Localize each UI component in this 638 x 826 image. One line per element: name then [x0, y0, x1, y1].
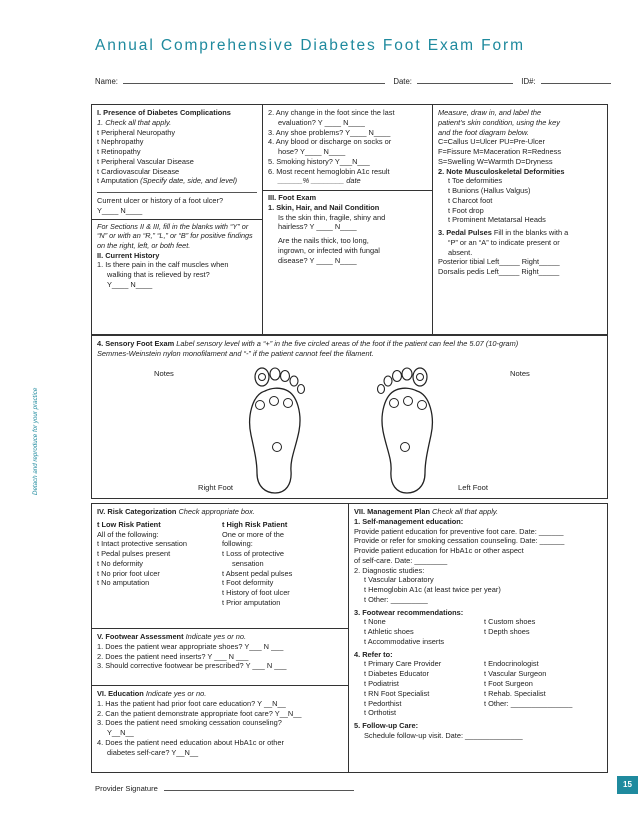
- check-amputation[interactable]: [97, 176, 257, 186]
- high-risk-item: t Absent pedal pulses: [222, 568, 293, 578]
- low-risk-item: t No amputation: [97, 578, 150, 588]
- amputation-label: t Amputation: [97, 176, 139, 186]
- check-accommodative-inserts[interactable]: t Accommodative inserts: [364, 636, 445, 646]
- high-risk-item: t History of foot ulcer: [222, 588, 290, 598]
- check-podiatrist[interactable]: t Podiatrist: [364, 679, 399, 689]
- education-section: [92, 686, 348, 774]
- foot-exam-heading: III. Foot Exam: [268, 193, 317, 203]
- page-number: 15: [617, 776, 638, 794]
- header-line: [95, 75, 602, 87]
- check-nephropathy[interactable]: t Nephropathy: [97, 137, 144, 147]
- id-field[interactable]: [541, 75, 611, 84]
- footwear-heading: V. Footwear Assessment: [97, 632, 184, 641]
- history-questions: [263, 105, 432, 336]
- check-charcot[interactable]: t Charcot foot: [448, 195, 493, 205]
- left-foot-label: Left Foot: [458, 483, 488, 492]
- footwear-q3[interactable]: 3. Should corrective footwear be prescribed? Y ___ N ___: [97, 661, 287, 671]
- check-toe-deformities[interactable]: t Toe deformities: [448, 176, 503, 186]
- form-title: Annual Comprehensive Diabetes Foot Exam Form: [95, 37, 525, 54]
- risk-heading-line: [97, 507, 343, 517]
- education-q4-answer[interactable]: diabetes self-care? Y__N__: [107, 747, 199, 757]
- date-label: Date:: [393, 77, 412, 86]
- footwear-rec-heading: 3. Footwear recommendations:: [354, 607, 464, 617]
- amputation-note: (Specify date, side, and level): [140, 176, 238, 186]
- musculoskeletal-heading: 2. Note Musculoskeletal Deformities: [438, 166, 565, 176]
- management-heading-note: Check all that apply.: [432, 507, 499, 516]
- q2-answer[interactable]: evaluation? Y ____ N____: [278, 117, 365, 127]
- skin-key-intro-3: and the foot diagram below.: [438, 127, 529, 137]
- risk-heading: IV. Risk Categorization: [97, 507, 177, 516]
- high-risk-item: t Loss of protective: [222, 549, 285, 559]
- sensory-instructions: Label sensory level with a “+” in the five circled areas of the foot if the patient can feel the 5.07 (10-gram): [174, 339, 519, 348]
- side-note: [20, 335, 39, 495]
- risk-section: [92, 504, 348, 628]
- check-rn-foot-specialist[interactable]: t RN Foot Specialist: [364, 688, 430, 698]
- footwear-q2[interactable]: 2. Does the patient need inserts? Y ___ N ___: [97, 651, 249, 661]
- top-section: [91, 104, 608, 335]
- q6: 6. Most recent hemoglobin A1c result: [268, 166, 390, 176]
- complications-sub: 1. Check all that apply.: [97, 117, 172, 127]
- amputation-line[interactable]: [97, 186, 257, 193]
- education-q2[interactable]: 2. Can the patient demonstrate appropriate foot care? Y__N__: [97, 708, 302, 718]
- right-foot-label: Right Foot: [198, 483, 234, 492]
- check-neuropathy[interactable]: t Peripheral Neuropathy: [97, 127, 176, 137]
- low-risk-checkbox[interactable]: t Low Risk Patient: [97, 519, 161, 529]
- nails-answer[interactable]: disease? Y ____ N____: [278, 255, 357, 265]
- check-rehab-specialist[interactable]: t Rehab. Specialist: [484, 688, 546, 698]
- history-q1-cont: walking that is relieved by rest?: [107, 270, 210, 280]
- ulcer-question: Current ulcer or history of a foot ulcer?: [97, 196, 224, 206]
- check-foot-drop[interactable]: t Foot drop: [448, 205, 484, 215]
- footwear-q1[interactable]: 1. Does the patient wear appropriate shoes? Y___ N ___: [97, 641, 284, 651]
- history-heading: II. Current History: [97, 250, 160, 260]
- provider-signature-label: Provider Signature: [95, 784, 158, 793]
- q3[interactable]: 3. Any shoe problems? Y____ N____: [268, 127, 391, 137]
- low-risk-item: t No prior foot ulcer: [97, 568, 160, 578]
- high-risk-item: t Foot deformity: [222, 578, 274, 588]
- complications-heading: I. Presence of Diabetes Complications: [97, 108, 231, 117]
- provider-signature-line: [95, 782, 354, 794]
- check-foot-surgeon[interactable]: t Foot Surgeon: [484, 679, 533, 689]
- check-hba1c[interactable]: t Hemoglobin A1c (at least twice per year): [364, 585, 501, 595]
- high-risk-sub-2: following:: [222, 539, 253, 549]
- instructions-text: For Sections II & III, fill in the blanks with “Y” or “N” or with an “R,” “L,” or “B” for positive findings on the right, left, or both feet.: [97, 221, 253, 250]
- skin-key-intro: Measure, draw in, and label the: [438, 108, 542, 117]
- notes-left-label: Notes: [154, 369, 174, 378]
- skin-key-section: [433, 105, 609, 336]
- name-field[interactable]: [123, 75, 385, 84]
- check-other-diagnostic[interactable]: t Other: _________: [364, 594, 428, 604]
- refer-heading: 4. Refer to:: [354, 649, 393, 659]
- risk-heading-note: Check appropriate box.: [178, 507, 255, 516]
- self-management-foot-care[interactable]: Provide patient education for preventive foot care. Date: ______: [354, 526, 564, 536]
- low-risk-item: t Intact protective sensation: [97, 539, 187, 549]
- footwear-heading-line: [97, 632, 343, 642]
- check-retinopathy[interactable]: t Retinopathy: [97, 147, 141, 157]
- skin-key-intro-2: patient’s skin condition, using the key: [438, 117, 560, 127]
- check-custom-shoes[interactable]: t Custom shoes: [484, 617, 536, 627]
- low-risk-item: t Pedal pulses present: [97, 549, 171, 559]
- key-line-1: C=Callus U=Ulcer PU=Pre-Ulcer: [438, 137, 545, 147]
- check-orthotist[interactable]: t Orthotist: [364, 708, 397, 718]
- pedal-pulses-text-2: “P” or an “A” to indicate present or: [448, 237, 560, 247]
- q4: 4. Any blood or discharge on socks or: [268, 137, 392, 147]
- check-vascular-surgeon[interactable]: t Vascular Surgeon: [484, 669, 547, 679]
- date-field[interactable]: [417, 75, 513, 84]
- education-q3: 3. Does the patient need smoking cessation counseling?: [97, 718, 282, 728]
- provider-signature-field[interactable]: [164, 782, 354, 791]
- left-foot-diagram[interactable]: [368, 365, 440, 495]
- check-diabetes-educator[interactable]: t Diabetes Educator: [364, 669, 429, 679]
- education-heading-line: [97, 689, 343, 699]
- q6-answer[interactable]: ______% ________ date: [278, 176, 361, 186]
- check-none[interactable]: t None: [364, 617, 386, 627]
- high-risk-sub: One or more of the: [222, 529, 285, 539]
- follow-up-heading: 5. Follow-up Care:: [354, 721, 419, 731]
- skin-question: Is the skin thin, fragile, shiny and: [278, 212, 386, 222]
- sensory-line-1: [97, 339, 604, 349]
- high-risk-item-cont: sensation: [232, 558, 264, 568]
- check-vascular-lab[interactable]: t Vascular Laboratory: [364, 575, 434, 585]
- check-metatarsal[interactable]: t Prominent Metatarsal Heads: [448, 215, 546, 225]
- bottom-section: [91, 503, 608, 773]
- q4-answer[interactable]: hose? Y____ N____: [278, 147, 346, 157]
- low-risk-item: t No deformity: [97, 558, 144, 568]
- self-management-smoking[interactable]: Provide or refer for smoking cessation counseling. Date: ______: [354, 536, 565, 546]
- education-q1[interactable]: 1. Has the patient had prior foot care education? Y __N__: [97, 698, 286, 708]
- key-line-2: F=Fissure M=Maceration R=Redness: [438, 147, 562, 157]
- education-q3-answer[interactable]: Y__N__: [107, 728, 134, 738]
- notes-right-label: Notes: [510, 369, 530, 378]
- check-pedorthist[interactable]: t Pedorthist: [364, 698, 402, 708]
- self-management-heading: 1. Self-management education:: [354, 516, 464, 526]
- check-pvd[interactable]: t Peripheral Vascular Disease: [97, 156, 194, 166]
- posterior-tibial[interactable]: Posterior tibial Left_____ Right_____: [438, 257, 560, 267]
- check-athletic-shoes[interactable]: t Athletic shoes: [364, 627, 414, 637]
- pedal-pulses-heading: 3. Pedal Pulses: [438, 228, 492, 238]
- complications-section: [92, 105, 262, 336]
- pedal-pulses-text-3: absent.: [448, 247, 473, 257]
- check-cvd[interactable]: t Cardiovascular Disease: [97, 166, 180, 176]
- key-line-3: S=Swelling W=Warmth D=Dryness: [438, 156, 553, 166]
- sensory-heading: 4. Sensory Foot Exam: [97, 339, 175, 348]
- check-primary-care[interactable]: t Primary Care Provider: [364, 659, 442, 669]
- side-note-text: Detach and reproduce for your practice: [32, 387, 39, 495]
- history-q1: 1. Is there pain in the calf muscles when: [97, 260, 229, 270]
- name-label: Name:: [95, 77, 118, 86]
- education-heading-note: Indicate yes or no.: [145, 689, 207, 698]
- id-label: ID#:: [521, 77, 536, 86]
- skin-heading: 1. Skin, Hair, and Nail Condition: [268, 202, 380, 212]
- check-endocrinologist[interactable]: t Endocrinologist: [484, 659, 539, 669]
- skin-answer[interactable]: hairless? Y ____ N____: [278, 222, 357, 232]
- high-risk-item: t Prior amputation: [222, 597, 281, 607]
- sensory-instructions-2: Semmes-Weinstein nylon monofilament and “-” if the patient cannot feel the filament.: [97, 348, 374, 358]
- right-foot-diagram[interactable]: [242, 365, 314, 495]
- self-management-hba1c: Provide patient education for HbA1c or other aspect: [354, 546, 524, 556]
- check-depth-shoes[interactable]: t Depth shoes: [484, 627, 530, 637]
- management-heading-line: [354, 507, 604, 517]
- diagnostic-heading: 2. Diagnostic studies:: [354, 565, 425, 575]
- history-q1-answer[interactable]: Y____ N____: [107, 279, 153, 289]
- nails-question-cont: ingrown, or infected with fungal: [278, 245, 380, 255]
- self-management-hba1c-date[interactable]: of self-care. Date: ________: [354, 555, 448, 565]
- footwear-heading-note: Indicate yes or no.: [185, 632, 247, 641]
- ulcer-answer[interactable]: Y____ N____: [97, 205, 143, 215]
- q5[interactable]: 5. Smoking history? Y___N___: [268, 156, 370, 166]
- management-section: [349, 504, 609, 774]
- pedal-pulses-text: Fill in the blanks with a: [491, 228, 569, 238]
- high-risk-checkbox[interactable]: t High Risk Patient: [222, 519, 288, 529]
- check-other-referral[interactable]: t Other: _______________: [484, 698, 573, 708]
- check-bunions[interactable]: t Bunions (Hallus Valgus): [448, 186, 531, 196]
- education-q4: 4. Does the patient need education about HbA1c or other: [97, 737, 284, 747]
- management-heading: VII. Management Plan: [354, 507, 430, 516]
- follow-up-date[interactable]: Schedule follow-up visit. Date: ______________: [364, 730, 523, 740]
- low-risk-sub: All of the following:: [97, 529, 159, 539]
- nails-question: Are the nails thick, too long,: [278, 236, 369, 246]
- pedal-pulses-line: [438, 228, 604, 238]
- q2: 2. Any change in the foot since the last: [268, 108, 395, 117]
- education-heading: VI. Education: [97, 689, 144, 698]
- sensory-text: [92, 336, 609, 362]
- footwear-section: [92, 629, 348, 685]
- dorsalis-pedis[interactable]: Dorsalis pedis Left_____ Right_____: [438, 267, 560, 277]
- sensory-section: [91, 335, 608, 499]
